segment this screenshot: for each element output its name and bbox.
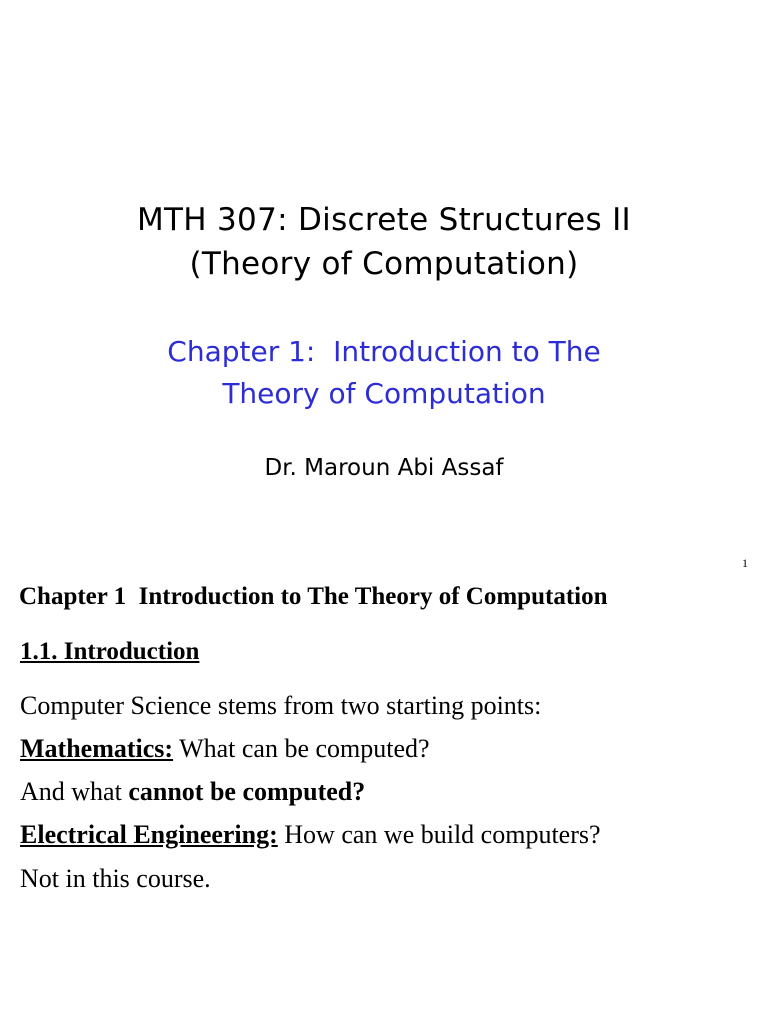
mathematics-line	[20, 734, 430, 764]
intro-line: Computer Science stems from two starting points:	[20, 691, 542, 720]
electrical-engineering-line	[20, 820, 601, 850]
course-title-line-2: (Theory of Computation)	[189, 246, 579, 282]
section-heading: 1.1. Introduction	[20, 638, 200, 665]
not-in-course-line: Not in this course.	[20, 864, 211, 893]
course-title-line-1: MTH 307: Discrete Structures II	[136, 202, 631, 238]
mathematics-text: What can be computed?	[173, 734, 430, 763]
electrical-engineering-text: How can we build computers?	[277, 820, 601, 849]
mathematics-label: Mathematics:	[20, 734, 174, 763]
electrical-engineering-label: Electrical Engineering:	[20, 820, 278, 849]
chapter-heading: Chapter 1 Introduction to The Theory of Computation	[19, 583, 608, 610]
chapter-subtitle	[0, 331, 768, 415]
page-number: 1	[742, 556, 748, 570]
content-slide	[0, 575, 768, 1024]
and-what-text: And what	[20, 777, 129, 806]
chapter-subtitle-line-2: Theory of Computation	[222, 377, 546, 410]
author-name: Dr. Maroun Abi Assaf	[264, 455, 504, 481]
course-title	[0, 198, 768, 286]
cannot-compute-line	[20, 777, 365, 807]
chapter-subtitle-line-1: Chapter 1: Introduction to The	[167, 335, 601, 368]
cannot-compute-text: cannot be computed?	[128, 777, 366, 806]
